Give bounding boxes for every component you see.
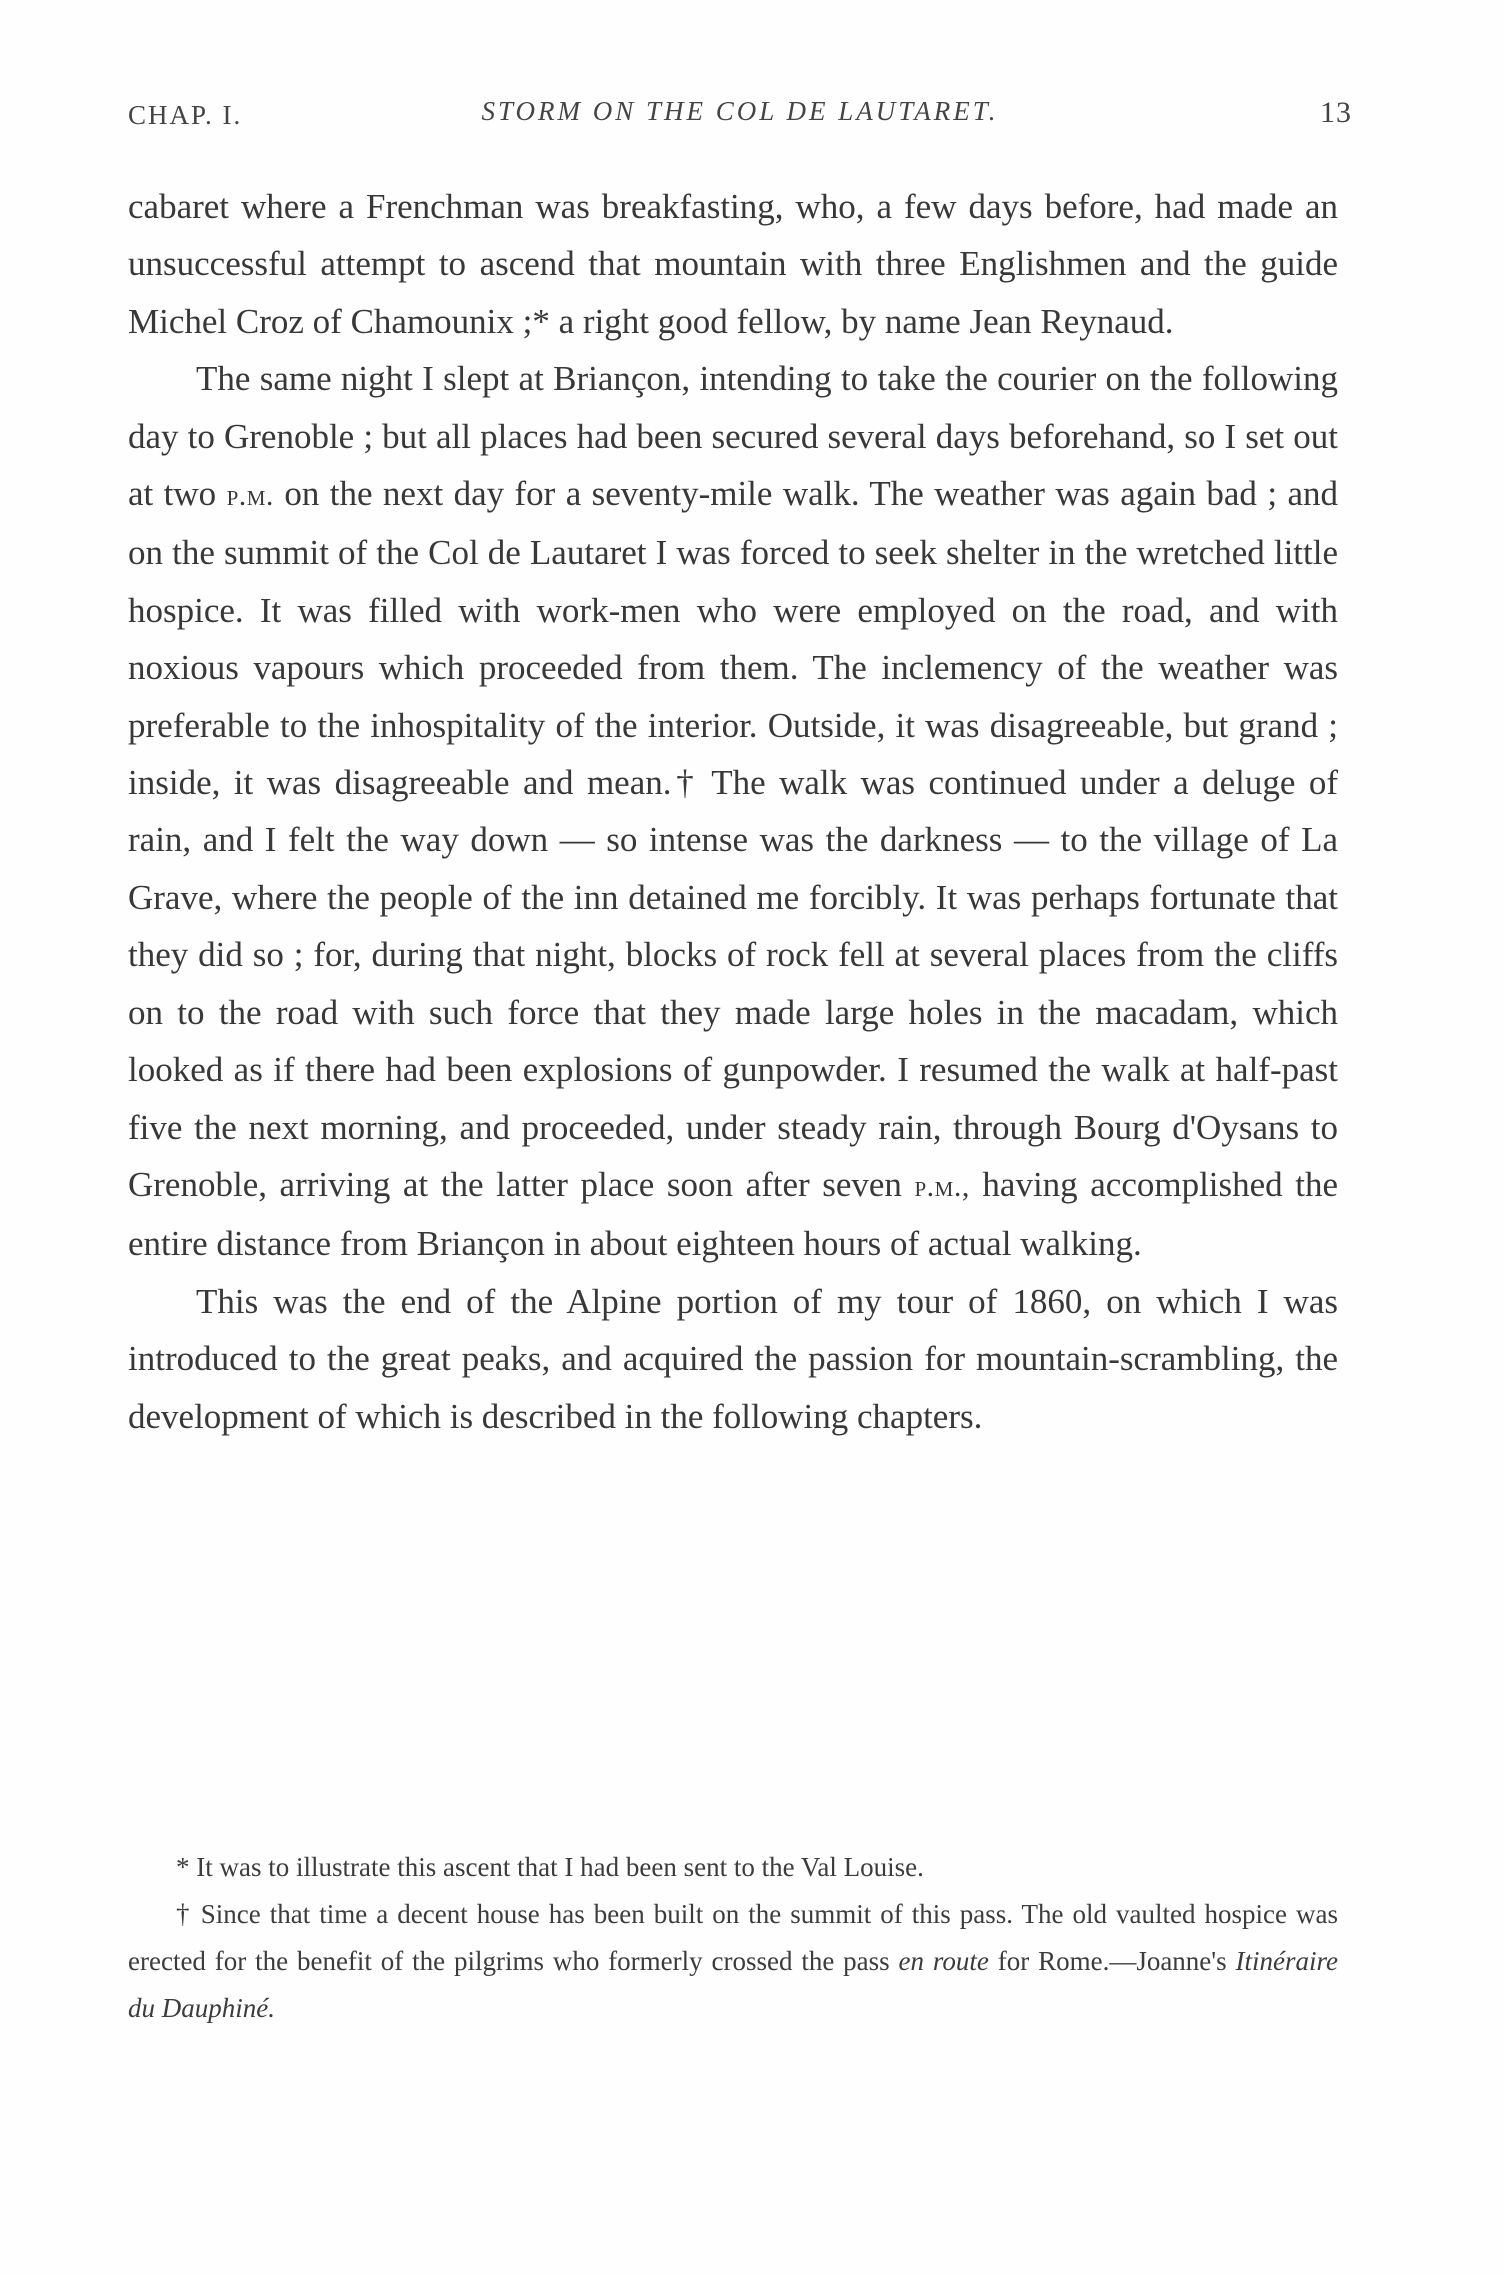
time-pm-1: p.m. — [226, 479, 274, 513]
footnote-2-part-2: for Rome.—Joanne's — [997, 1946, 1227, 1976]
paragraph-1: cabaret where a Frenchman was breakfasting, who, a few days before, had made an unsuccessful attempt to ascend that mountain with three Englishmen and the guide Michel Croz of Chamounix ;* a right good fellow, by name Jean Reynaud. — [128, 187, 1338, 341]
paragraph-2-part-3: having accomplished the entire distance from Briançon in about eighteen hours of actual walking. — [128, 1164, 1338, 1264]
time-pm-2: p.m., — [914, 1169, 970, 1203]
footnote-2 — [128, 1891, 1338, 2032]
footnote-1: * It was to illustrate this ascent that I had been sent to the Val Louise. — [176, 1852, 924, 1882]
paragraph-3: This was the end of the Alpine portion of my tour of 1860, on which I was introduced to the great peaks, and acquired the passion for mountain-scrambling, the development of which is described in the following chapters. — [128, 1281, 1338, 1436]
footnote-2-en-route: en route — [898, 1946, 989, 1976]
paragraph-2-part-1: The same night I slept at Briançon, intending to take the courier on the following day to Grenoble ; but all places had been secured several days beforehand, so I set out at two — [128, 359, 1338, 514]
running-head — [128, 92, 1352, 132]
paragraph-2 — [128, 350, 1338, 1273]
footnotes — [128, 1844, 1338, 2032]
running-title: STORM ON THE COL DE LAUTARET. — [481, 96, 999, 126]
paragraph-2-part-2: on the next day for a seventy-mile walk. The weather was again bad ; and on the summit of the Col de Lautaret I was forced to seek shelter in the wretched little hospice. It was filled with work-men who were employed on the road, and with noxious vapours which proceeded from them. The inclemency of the weather was preferable to the inhospitality of the interior. Outside, it was disagreeable, but grand ; inside, it was disagreeable and mean.† The walk was continued under a deluge of rain, and I felt the way down — so intense was the darkness — to the village of La Grave, where the people of the inn detained me forcibly. It was perhaps fortunate that they did so ; for, during that night, blocks of rock fell at several places from the cliffs on to the road with such force that they made large holes in the macadam, which looked as if there had been explosions of gunpowder. I resumed the walk at half-past five the next morning, and proceeded, under steady rain, through Bourg d'Oysans to Grenoble, arriving at the latter place soon after seven — [128, 474, 1338, 1204]
page-number: 13 — [1320, 96, 1352, 129]
footnote-2-part-1: † Since that time a decent house has been built on the summit of this pass. The old vaulted hospice was erected for the benefit of the pilgrims who formerly crossed the pass — [128, 1899, 1338, 1976]
footnote-2-itinerary: Itinéraire du Dauphiné. — [128, 1946, 1339, 2023]
body-text — [128, 178, 1338, 1445]
chapter-label: CHAP. I. — [128, 100, 243, 130]
